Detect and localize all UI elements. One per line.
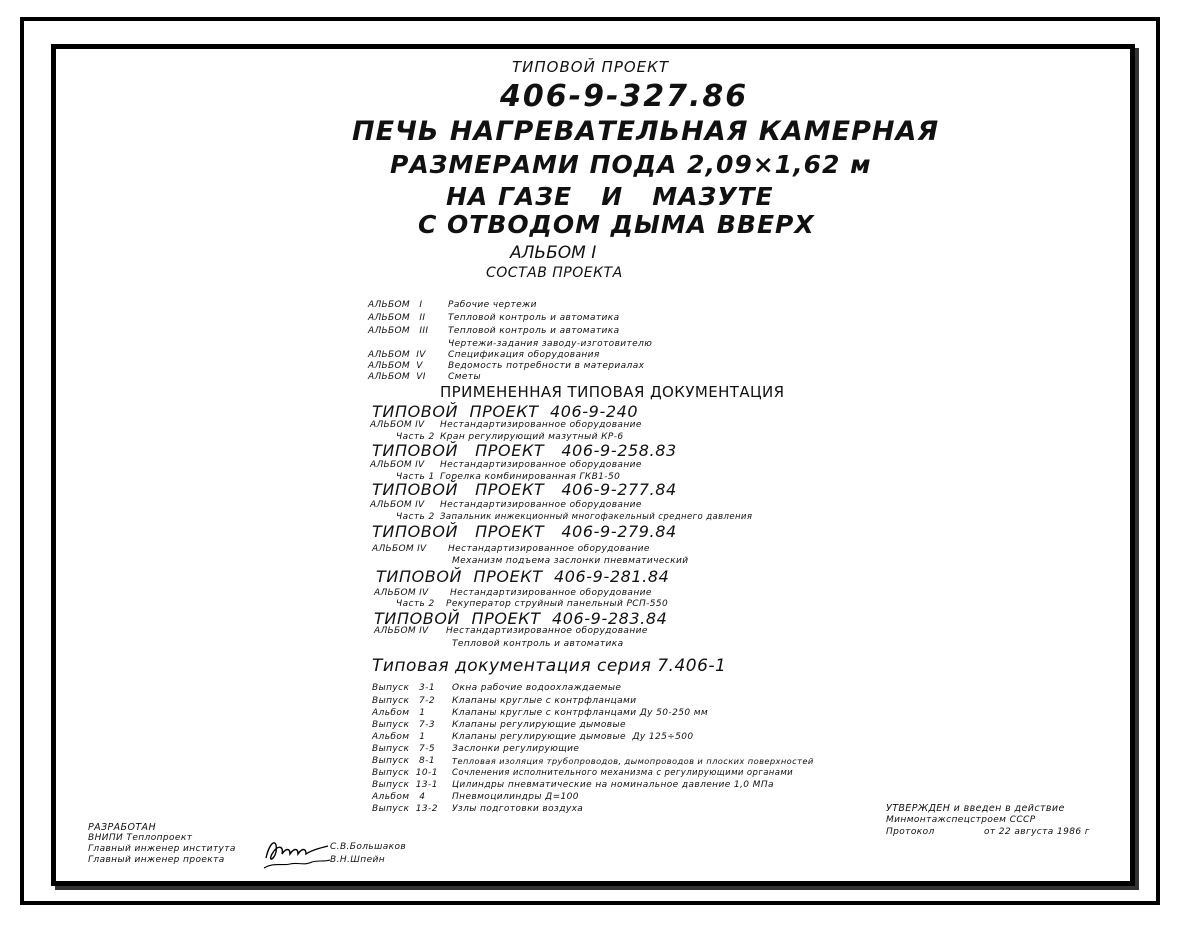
album-label-3: АЛЬБОМ III [368,326,429,336]
series-text-2: Клапаны круглые с контрфланцами [452,696,637,706]
protocol-label: Протокол [886,827,935,837]
album-label-2: АЛЬБОМ II [368,313,426,323]
ref5-album: АЛЬБОМ IV [374,588,429,598]
series-label-1: Выпуск 3-1 [372,683,435,693]
ref3-part: Часть 2 [396,512,435,522]
project-ref-2: ТИПОВОЙ ПРОЕКТ 406-9-258.83 [372,441,677,460]
ref1-part: Часть 2 [396,432,435,442]
title-line-2: РАЗМЕРАМИ ПОДА 2,09×1,62 м [390,150,872,179]
ref5-album-text: Нестандартизированное оборудование [450,588,652,598]
ref6-part-text: Тепловой контроль и автоматика [452,639,624,649]
album-text-2: Тепловой контроль и автоматика [448,313,620,323]
project-ref-1: ТИПОВОЙ ПРОЕКТ 406-9-240 [372,402,639,421]
title-line-1: ПЕЧЬ НАГРЕВАТЕЛЬНАЯ КАМЕРНАЯ [352,116,940,147]
ref5-part-text: Рекуператор струйный панельный РСП-550 [446,599,669,609]
signer-2: В.Н.Шпейн [330,855,386,865]
applied-heading: ПРИМЕНЕННАЯ ТИПОВАЯ ДОКУМЕНТАЦИЯ [440,383,785,401]
album-text-4: Спецификация оборудования [448,350,600,360]
series-text-4: Клапаны регулирующие дымовые [452,720,626,730]
series-label-8: Выпуск 10-1 [372,768,438,778]
developer-name: ВНИПИ Теплопроект [88,833,193,843]
ref6-album-text: Нестандартизированное оборудование [446,626,648,636]
project-ref-6: ТИПОВОЙ ПРОЕКТ 406-9-283.84 [374,609,668,628]
series-label-6: Выпуск 7-5 [372,744,435,754]
series-text-8: Сочленения исполнительного механизма с регулирующими органами [452,768,794,778]
series-text-5: Клапаны регулирующие дымовые Ду 125÷500 [452,732,694,742]
series-text-1: Окна рабочие водоохлаждаемые [452,683,622,693]
ref1-album-text: Нестандартизированное оборудование [440,420,642,430]
album-label: АЛЬБОМ I [510,243,597,263]
developed-label: РАЗРАБОТАН [88,822,156,833]
series-label-10: Альбом 4 [372,792,426,802]
signer-1: С.В.Большаков [330,842,407,852]
overline: ТИПОВОЙ ПРОЕКТ [512,58,669,76]
album-label-4: АЛЬБОМ IV [368,350,426,360]
ref3-album: АЛЬБОМ IV [370,500,425,510]
series-text-6: Заслонки регулирующие [452,744,580,754]
series-label-2: Выпуск 7-2 [372,696,435,706]
album-label-5: АЛЬБОМ V [368,361,423,371]
series-label-11: Выпуск 13-2 [372,804,438,814]
ref6-album: АЛЬБОМ IV [374,626,429,636]
composition-label: СОСТАВ ПРОЕКТА [486,265,623,281]
series-text-7: Тепловая изоляция трубопроводов, дымопроводов и плоских поверхностей [452,756,814,766]
ref4-album: АЛЬБОМ IV [372,544,427,554]
series-label-9: Выпуск 13-1 [372,780,438,790]
album-label-1: АЛЬБОМ I [368,300,423,310]
ref3-album-text: Нестандартизированное оборудование [440,500,642,510]
series-label-4: Выпуск 7-3 [372,720,435,730]
album-text-3: Тепловой контроль и автоматика [448,326,620,336]
protocol-date: от 22 августа 1986 г [984,827,1090,837]
series-label-7: Выпуск 8-1 [372,756,435,766]
approved-by: Минмонтажспецстроем СССР [886,815,1036,825]
series-heading: Типовая документация серия 7.406-1 [372,656,727,676]
series-text-9: Цилиндры пневматические на номинальное давление 1,0 МПа [452,780,774,790]
title-line-3: НА ГАЗЕ И МАЗУТЕ [446,182,774,211]
album-label-6: АЛЬБОМ VI [368,372,426,382]
project-ref-4: ТИПОВОЙ ПРОЕКТ 406-9-279.84 [372,522,677,541]
series-text-3: Клапаны круглые с контрфланцами Ду 50-250 мм [452,708,709,718]
album-text-1: Рабочие чертежи [448,300,537,310]
title-line-4: С ОТВОДОМ ДЫМА ВВЕРХ [418,210,815,239]
signature-1 [260,832,332,872]
series-text-11: Узлы подготовки воздуха [452,804,584,814]
ref1-album: АЛЬБОМ IV [370,420,425,430]
ref1-part-text: Кран регулирующий мазутный КР-6 [440,432,624,442]
album-text-6: Сметы [448,372,481,382]
album-text-5: Ведомость потребности в материалах [448,361,645,371]
album-text-3b: Чертежи-задания заводу-изготовителю [448,339,653,349]
ref2-part-text: Горелка комбинированная ГКВ1-50 [440,472,621,482]
project-ref-5: ТИПОВОЙ ПРОЕКТ 406-9-281.84 [376,567,670,586]
approved-label: УТВЕРЖДЕН и введен в действие [886,803,1065,814]
chief-project-label: Главный инженер проекта [88,855,225,865]
series-label-3: Альбом 1 [372,708,426,718]
ref5-part: Часть 2 [396,599,435,609]
project-code: 406-9-327.86 [500,79,749,114]
ref4-album-text: Нестандартизированное оборудование [448,544,650,554]
ref2-album-text: Нестандартизированное оборудование [440,460,642,470]
ref2-album: АЛЬБОМ IV [370,460,425,470]
ref3-part-text: Запальник инжекционный многофакельный среднего давления [440,512,753,522]
project-ref-3: ТИПОВОЙ ПРОЕКТ 406-9-277.84 [372,480,677,499]
ref4-part-text: Механизм подъема заслонки пневматический [452,556,689,566]
chief-institute-label: Главный инженер института [88,844,236,854]
series-label-5: Альбом 1 [372,732,426,742]
ref2-part: Часть 1 [396,472,435,482]
series-text-10: Пневмоцилиндры Д=100 [452,792,579,802]
